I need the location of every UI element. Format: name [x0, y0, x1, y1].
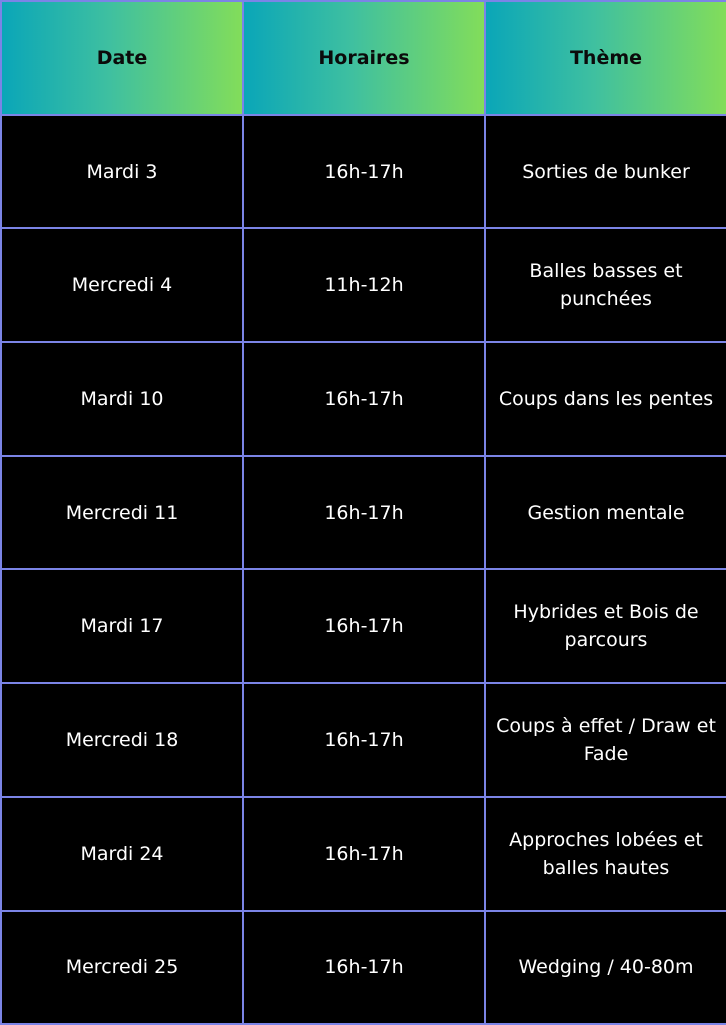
- time-cell: 16h-17h: [243, 456, 485, 570]
- time-cell: 16h-17h: [243, 115, 485, 229]
- theme-cell: Approches lobées et balles hautes: [485, 797, 726, 911]
- time-cell: 16h-17h: [243, 911, 485, 1025]
- time-cell: 16h-17h: [243, 683, 485, 797]
- time-cell: 11h-12h: [243, 228, 485, 342]
- date-cell: Mardi 24: [1, 797, 243, 911]
- time-cell: 16h-17h: [243, 569, 485, 683]
- date-cell: Mercredi 18: [1, 683, 243, 797]
- theme-cell: Wedging / 40-80m: [485, 911, 726, 1025]
- table-body: [1, 115, 726, 1025]
- header-row: [1, 1, 726, 115]
- theme-cell: Balles basses et punchées: [485, 228, 726, 342]
- header-theme: Thème: [485, 1, 726, 115]
- theme-cell: Coups dans les pentes: [485, 342, 726, 456]
- date-cell: Mardi 10: [1, 342, 243, 456]
- table-row: [1, 228, 726, 342]
- table-header: [1, 1, 726, 115]
- date-cell: Mercredi 25: [1, 911, 243, 1025]
- table-row: [1, 683, 726, 797]
- date-cell: Mardi 3: [1, 115, 243, 229]
- table-row: [1, 456, 726, 570]
- theme-cell: Hybrides et Bois de parcours: [485, 569, 726, 683]
- theme-cell: Gestion mentale: [485, 456, 726, 570]
- table-row: [1, 569, 726, 683]
- header-horaires: Horaires: [243, 1, 485, 115]
- time-cell: 16h-17h: [243, 797, 485, 911]
- table-row: [1, 797, 726, 911]
- table-row: [1, 911, 726, 1025]
- table-row: [1, 342, 726, 456]
- header-date: Date: [1, 1, 243, 115]
- theme-cell: Coups à effet / Draw et Fade: [485, 683, 726, 797]
- time-cell: 16h-17h: [243, 342, 485, 456]
- date-cell: Mardi 17: [1, 569, 243, 683]
- date-cell: Mercredi 4: [1, 228, 243, 342]
- theme-cell: Sorties de bunker: [485, 115, 726, 229]
- table-row: [1, 115, 726, 229]
- date-cell: Mercredi 11: [1, 456, 243, 570]
